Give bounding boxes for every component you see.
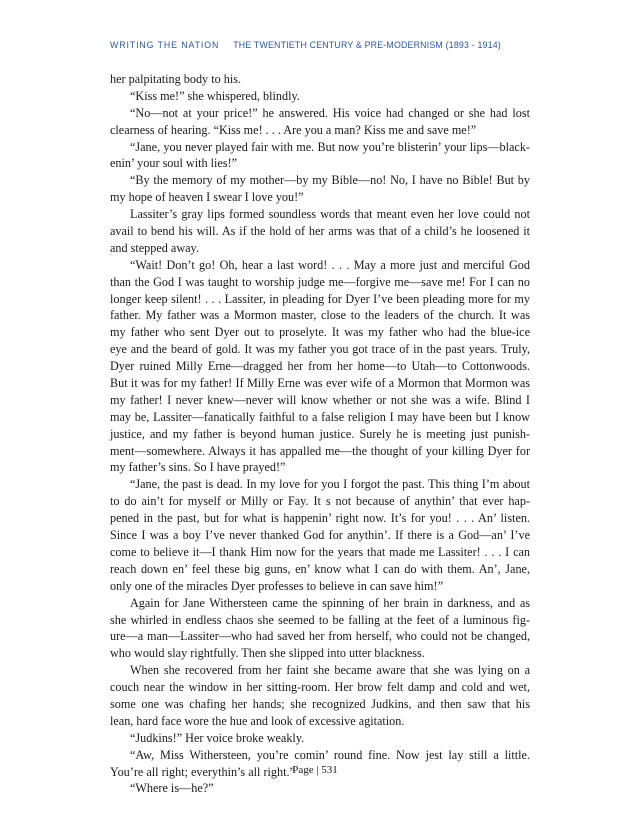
text-line: When she recovered from her faint she became aware that she was lying on a (130, 663, 530, 678)
text-line: my hope of heaven I swear I love you!” (110, 190, 304, 205)
text-line: pened in the past, but for what is happenin’ right now. It’s for you! . . . An’ listen. (110, 511, 530, 526)
text-line: longer keep silent! . . . Lassiter, in pleading for Dyer I’ve been pleading more for my (110, 291, 530, 306)
text-line: than the God I was taught to worship judge me—forgive me—save me! For I can no (110, 274, 530, 289)
text-line: But it was for my father! If Milly Erne was ever wife of a Mormon that Mormon was (110, 376, 530, 391)
text-line: ure—a man—Lassiter—who had saved her from herself, who could not be changed, (110, 629, 530, 644)
text-line: “No—not at your price!” he answered. His voice had changed or she had lost (130, 105, 530, 120)
text-line: my father who sent Dyer out to proselyte. It was my father who had the blue-ice (110, 325, 530, 340)
text-line: Dyer ruined Milly Erne—dragged her from her home—to Utah—to Cottonwoods. (110, 359, 530, 374)
text-line: reach down en’ feel these big guns, en’ know what I can do with them. An’, Jane, (110, 561, 530, 576)
text-line: father. My father was a Mormon master, close to the leaders of the church. It was (110, 308, 530, 323)
text-line: “Where is—he?” (130, 781, 214, 796)
text-line: “Jane, you never played fair with me. But now you’re blisterin’ your lips—black- (130, 139, 530, 154)
header-title: THE TWENTIETH CENTURY & PRE-MODERNISM (1893 - 1914) (233, 40, 502, 50)
page-label: Page (292, 764, 314, 776)
text-line: enin’ your soul with lies!” (110, 156, 238, 171)
text-line: justice, and my father is beyond human justice. Surely he is meeting just punish- (110, 426, 530, 441)
text-line: You’re all right; everythin’s all right.” (110, 764, 295, 779)
header-section: WRITING THE NATION (110, 40, 220, 50)
text-line: “By the memory of my mother—by my Bible—no! No, I have no Bible! But by (130, 173, 530, 188)
text-line: “Jane, the past is dead. In my love for you I forgot the past. This thing I’m about (130, 477, 530, 492)
text-line: ment—somewhere. Always it has appalled me—the thought of your killing Dyer for (110, 443, 530, 458)
text-line: some one was chafing her hands; she recognized Judkins, and then saw that his (110, 696, 530, 711)
page-number: 531 (321, 764, 338, 776)
page-footer (0, 764, 630, 776)
text-line: come to believe it—I thank Him now for the years that made me Lassiter! . . . I can (110, 544, 530, 559)
text-line: clearness of hearing. “Kiss me! . . . Are you a man? Kiss me and save me!” (110, 122, 477, 137)
text-line: eye and the beard of gold. It was my father you got trace of in the past years. Truly, (110, 342, 530, 357)
page-separator: | (316, 764, 319, 776)
text-line: my father’s sins. So I have prayed!” (110, 460, 286, 475)
text-line: couch near the window in her sitting-room. Her brow felt damp and cold and wet, (110, 680, 530, 695)
text-line: “Kiss me!” she whispered, blindly. (130, 88, 300, 103)
text-line: only one of the miracles Dyer professes to believe in can save him!” (110, 578, 444, 593)
text-line: “Aw, Miss Withersteen, you’re comin’ round fine. Now jest lay still a little. (130, 747, 530, 762)
running-header (110, 40, 530, 50)
text-line: may be, Lassiter—fanatically faithful to a false religion I may have been but I know (110, 409, 530, 424)
text-line: my father! I never knew—never will know whether or not she was a wife. Blind I (110, 392, 530, 407)
text-line: Since I was a boy I’ve never thanked God for anythin’. If there is a God—an’ I’ve (110, 528, 530, 543)
text-line: her palpitating body to his. (110, 72, 241, 86)
text-line: Again for Jane Withersteen came the spinning of her brain in darkness, and as (130, 595, 530, 610)
text-line: who would slay rightfully. Then she slipped into utter blackness. (110, 646, 425, 661)
page-body (110, 71, 530, 797)
text-line: lean, hard face wore the hue and look of excessive agitation. (110, 713, 405, 728)
text-line: she whirled in endless chaos she seemed to be falling at the feet of a luminous fig- (110, 612, 530, 627)
text-line: “Wait! Don’t go! Oh, hear a last word! . . . May a more just and merciful God (130, 257, 530, 272)
text-line: and stepped away. (110, 240, 199, 255)
text-line: “Judkins!” Her voice broke weakly. (130, 730, 305, 745)
text-line: to do ain’t for myself or Milly or Fay. It s not because of anythin’ that ever hap- (110, 494, 530, 509)
text-line: Lassiter’s gray lips formed soundless words that meant even her love could not (130, 207, 530, 222)
text-line: avail to bend his will. As if the hold of her arms was that of a child’s he loosened it (110, 224, 530, 239)
